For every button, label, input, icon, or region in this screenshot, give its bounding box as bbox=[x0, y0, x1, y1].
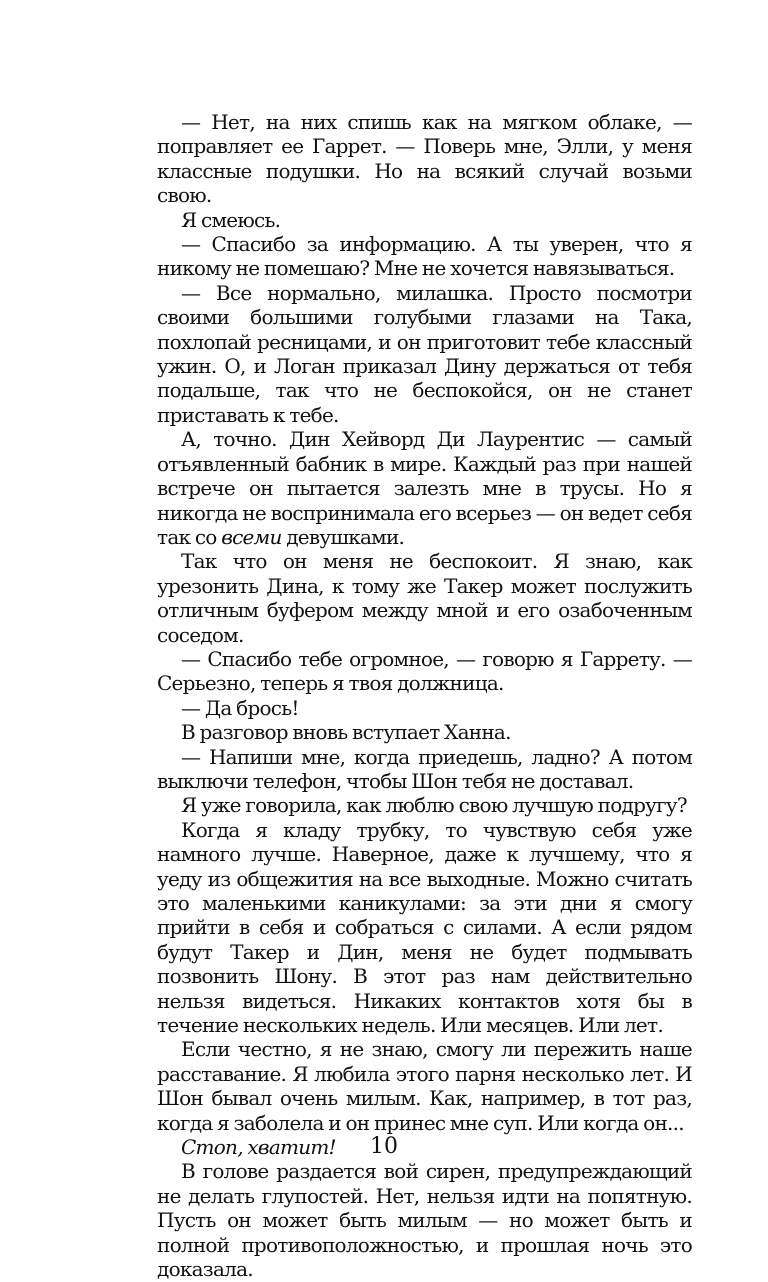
page-number: 10 bbox=[370, 1134, 398, 1159]
paragraph: В голове раздается вой сирен, предупреждающий не делать глупостей. Нет, нельзя идти на попятную. Пусть он может быть милым — но может быть и полной противоположностью, и прошлая ночь это доказала. bbox=[157, 1159, 692, 1282]
paragraph: — Спасибо тебе огромное, — говорю я Гаррету. — Серьезно, теперь я твоя должница. bbox=[157, 646, 692, 696]
paragraph: — Напиши мне, когда приедешь, ладно? А потом выключи телефон, чтобы Шон тебя не доставал. bbox=[157, 744, 692, 793]
paragraph: Если честно, я не знаю, смогу ли пережить наше расставание. Я любила этого парня несколько лет. И Шон бывал очень милым. Как, например, в тот раз, когда я заболела и он принес мне суп. Или когда он... bbox=[157, 1037, 692, 1135]
paragraph: — Все нормально, милашка. Просто посмотри своими большими голубыми глазами на Така, похлопай ресницами, и он приготовит тебе классный ужин. О, и Логан приказал Дину держаться от тебя подальше, так что не беспокойся, он не станет приставать к тебе. bbox=[157, 280, 692, 427]
italic-emphasis: всеми bbox=[221, 524, 282, 549]
italic-thought: Стоп, хватит! bbox=[181, 1135, 336, 1160]
paragraph: — Спасибо за информацию. А ты уверен, что я никому не помешаю? Мне не хочется навязываться. bbox=[157, 232, 692, 281]
paragraph: Так что он меня не беспокоит. Я знаю, как урезонить Дина, к тому же Такер может послужить отличным буфером между мной и его озабоченным соседом. bbox=[157, 549, 692, 647]
paragraph: В разговор вновь вступает Ханна. bbox=[181, 720, 511, 745]
paragraph: — Нет, на них спишь как на мягком облаке, — поправляет ее Гаррет. — Поверь мне, Элли, у меня классные подушки. Но на всякий случай возьми свою. bbox=[157, 110, 692, 208]
paragraph: — Да брось! bbox=[181, 695, 299, 720]
paragraph: Я уже говорила, как люблю свою лучшую подругу? bbox=[181, 793, 687, 818]
body-text bbox=[157, 110, 692, 1282]
paragraph: А, точно. Дин Хейворд Ди Лаурентис — самый отъявленный бабник в мире. Каждый раз при нашей встрече он пытается залезть мне в трусы. Но я никогда не воспринимала его всерьез — он ведет себя так со всеми девушками. bbox=[157, 427, 692, 549]
paragraph: Я смеюсь. bbox=[181, 207, 281, 232]
paragraph: Когда я кладу трубку, то чувствую себя уже намного лучше. Наверное, даже к лучшему, что я уеду из общежития на все выходные. Можно считать это маленькими каникулами: за эти дни я смогу прийти в себя и собраться с силами. А если рядом будут Такер и Дин, меня не будет подмывать позвонить Шону. В этот раз нам действительно нельзя видеться. Никаких контактов хотя бы в течение нескольких недель. Или месяцев. Или лет. bbox=[157, 817, 692, 1038]
